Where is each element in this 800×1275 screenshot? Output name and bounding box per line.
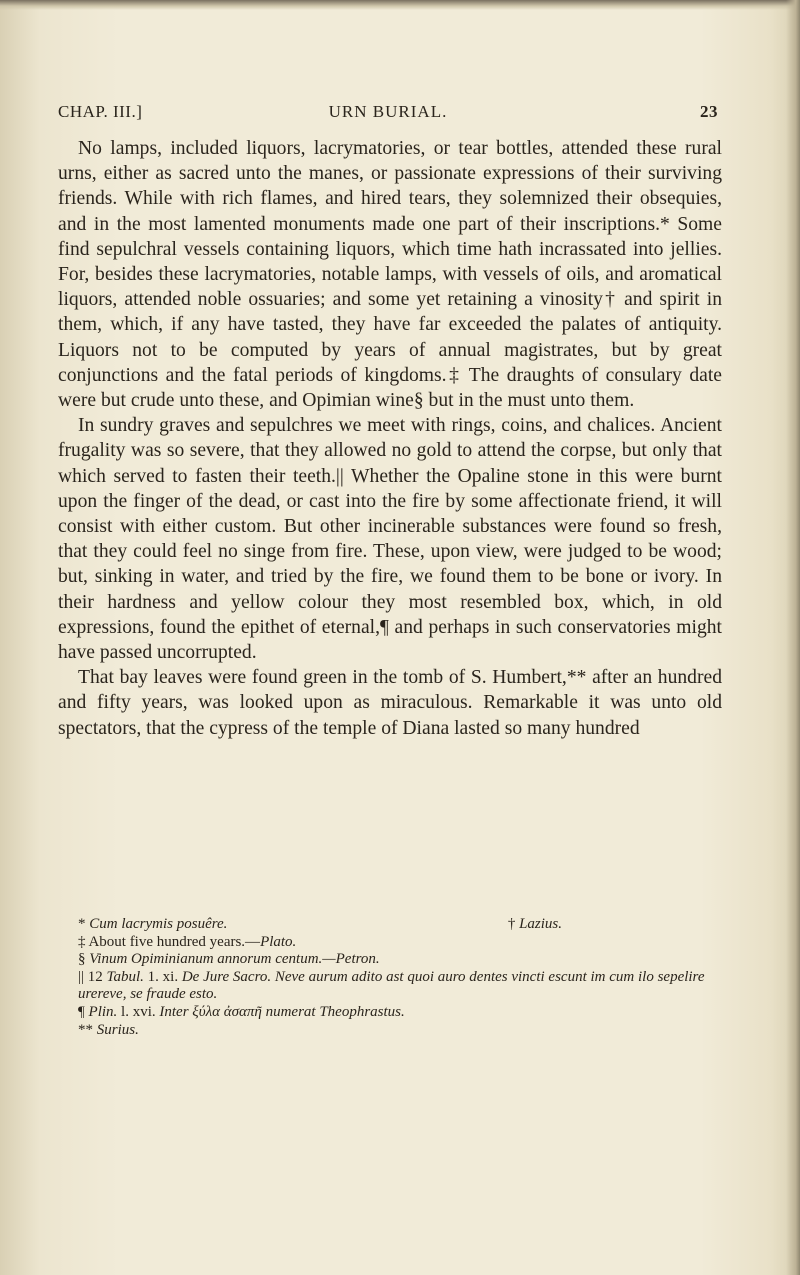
footnote — [58, 1004, 722, 1022]
body-text — [58, 136, 722, 741]
footnote — [58, 951, 722, 969]
footnote — [78, 916, 227, 934]
page-number: 23 — [700, 102, 718, 121]
paragraph: In sundry graves and sepulchres we meet with rings, coins, and chalices. Ancient frugality was so severe, that they allowed no gold to attend the corpse, but only that which served to fasten their teeth.|| Whether the Opaline stone in this were burnt upon the finger of the dead, or cast into the fire by some affectionate friend, it will consist with either custom. But other incinerable substances were found so fresh, that they could feel no singe from fire. These, upon view, were judged to be wood; but, sinking in water, and tried by the fire, we found them to be bone or ivory. In their hardness and yellow colour they most resembled box, which, in old expressions, found the epithet of eternal,¶ and perhaps in such conservatories might have passed uncorrupted. — [58, 415, 722, 664]
footnote-ref: Tabul. — [106, 968, 144, 985]
footnote-mark: ** — [78, 1021, 93, 1038]
footnote-source: Plato. — [260, 933, 297, 950]
footnote-text: Cum lacrymis posuêre. — [89, 916, 228, 932]
footnotes — [58, 916, 722, 1039]
paragraph: That bay leaves were found green in the tomb of S. Humbert,** after an hundred and fifty years, was looked upon as miraculous. Remarkable it was unto old spectators, that the cypress of the temple of Diana lasted so many hundred — [58, 667, 722, 739]
footnote — [58, 1022, 722, 1040]
footnote-text: Inter ξύλα ἀσαπῆ numerat Theophrastus. — [159, 1003, 405, 1020]
running-title: URN BURIAL. — [328, 102, 448, 121]
footnote-row — [58, 916, 722, 934]
footnote-mark: § — [78, 951, 86, 968]
footnote-text: De Jure Sacro. Neve aurum adito ast quoi auro dentes vincti escunt im cum ilo sepelire urereve, se fraude esto. — [78, 968, 705, 1003]
footnote-text: Vinum Opiminianum annorum centum.—Petron. — [89, 951, 380, 968]
running-header — [58, 102, 718, 128]
paragraph: No lamps, included liquors, lacrymatories, or tear bottles, attended these rural urns, either as sacred unto the manes, or passionate expressions of their surviving friends. While with rich flames, and hired tears, they solemnized their obsequies, and in the most lamented monuments made one part of their inscriptions.* Some find sepulchral vessels containing liquors, which time hath incrassated into jellies. For, besides these lacrymatories, notable lamps, with vessels of oils, and aromatical liquors, attended noble ossuaries; and some yet retaining a vinosity† and spirit in them, which, if any have tasted, they have far exceeded the palates of antiquity. Liquors not to be computed by years of annual magistrates, but by great conjunctions and the fatal periods of kingdoms.‡ The draughts of consulary date were but crude unto these, and Opimian wine§ but in the must unto them. — [58, 138, 722, 412]
page-right-edge — [786, 0, 800, 1275]
footnote-loc: l. xvi. — [121, 1003, 156, 1020]
footnote — [58, 934, 722, 952]
footnote-mark: * — [78, 916, 86, 932]
footnote-number: 12 — [87, 968, 103, 985]
footnote-loc: 1. xi. — [147, 968, 179, 985]
footnote — [508, 916, 562, 934]
footnote-ref: Plin. — [88, 1003, 118, 1020]
footnote-mark: || — [78, 968, 85, 985]
footnote-text: About five hundred years.— — [88, 933, 261, 950]
footnote-text: Surius. — [96, 1021, 139, 1038]
footnote-mark: ‡ — [78, 933, 86, 950]
footnote-mark: ¶ — [78, 1003, 85, 1020]
footnote-mark: † — [507, 916, 516, 932]
chapter-label: CHAP. III.] — [58, 102, 143, 121]
footnote-text: Lazius. — [519, 916, 562, 932]
footnote — [58, 969, 722, 1004]
page-top-edge — [0, 0, 800, 10]
